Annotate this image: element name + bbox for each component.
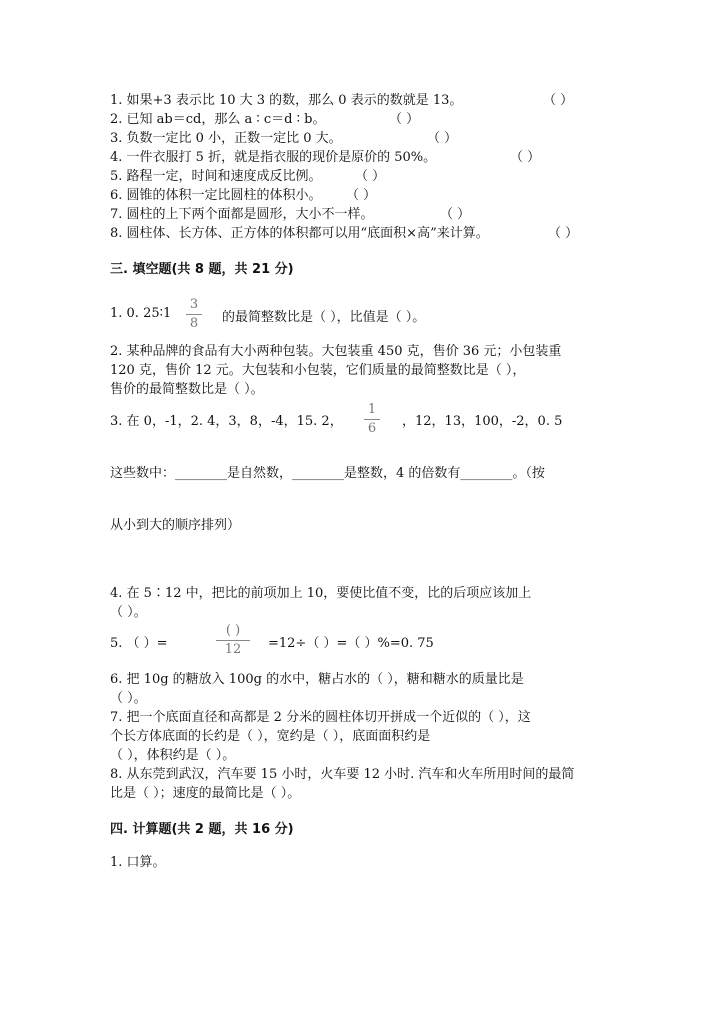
fill-q7-line1: 7. 把一个底面直径和高都是 2 分米的圆柱体切开拼成一个近似的（ ），这 — [110, 710, 531, 725]
fill-q1-fraction — [186, 297, 202, 332]
fill-q3-prefix: 3. 在 0，-1，2. 4，3，8，-4，15. 2， — [110, 414, 343, 429]
fill-q6-line2: （ ）。 — [110, 691, 147, 706]
section-3-title: 三. 填空题(共 8 题，共 21 分) — [110, 262, 294, 277]
fill-q3-line3: 从小到大的顺序排列） — [110, 518, 241, 533]
judge-item-2-answer[interactable]: （ ） — [389, 112, 420, 127]
fill-q4-line1: 4. 在 5∶12 中，把比的前项加上 10，要使比值不变，比的后项应该加上 — [110, 586, 532, 601]
judge-item-8-answer[interactable]: （ ） — [548, 226, 579, 241]
judge-item-3-answer[interactable]: （ ） — [427, 131, 458, 146]
fill-q7-line3: （ ），体积约是（ ）。 — [110, 748, 236, 763]
fill-q5-suffix: =12÷（ ）=（ ）%=0. 75 — [268, 636, 434, 651]
fill-q5-fraction — [216, 623, 250, 658]
fill-q3-line2: 这些数中：________是自然数，________是整数，4 的倍数有________。（按 — [110, 466, 545, 481]
judge-item-4-text: 4. 一件衣服打 5 折，就是指衣服的现价是原价的 50%。 — [110, 150, 437, 165]
fill-q1-prefix: 1. 0. 25∶1 — [110, 306, 172, 321]
fill-q2-line2: 120 克，售价 12 元。大包装和小包装，它们质量的最简整数比是（ ）， — [110, 363, 526, 378]
judge-item-6-text: 6. 圆锥的体积一定比圆柱的体积小。 — [110, 188, 322, 203]
fill-q8-line1: 8. 从东莞到武汉，汽车要 15 小时，火车要 12 小时. 汽车和火车所用时间的最简 — [110, 767, 575, 782]
judge-item-3-text: 3. 负数一定比 0 小，正数一定比 0 大。 — [110, 131, 342, 146]
fill-q5-fraction-numerator: ( ) — [225, 623, 241, 638]
fill-q1-suffix: 的最简整数比是（ ），比值是（ ）。 — [222, 310, 426, 325]
fill-q4-line2: （ ）。 — [110, 605, 147, 620]
fill-q3-suffix: ，12，13，100，-2，0. 5 — [402, 414, 563, 429]
fill-q3-fraction-numerator: 1 — [367, 402, 377, 417]
fill-q1-fraction-numerator: 3 — [189, 297, 199, 312]
fill-q2-line1: 2. 某种品牌的食品有大小两种包装。大包装重 450 克，售价 36 元；小包装重 — [110, 344, 562, 359]
fill-q6-line1: 6. 把 10g 的糖放入 100g 的水中，糖占水的（ ），糖和糖水的质量比是 — [110, 672, 524, 687]
fill-q1-fraction-denominator: 8 — [189, 316, 199, 331]
fill-q2-line3: 售价的最简整数比是（ ）。 — [110, 382, 264, 397]
judge-item-4-answer[interactable]: （ ） — [510, 150, 541, 165]
judge-item-8-text: 8. 圆柱体、长方体、正方体的体积都可以用“底面积×高”来计算。 — [110, 226, 489, 241]
fill-q7-line2: 个长方体底面的长约是（ ），宽约是（ ），底面面积约是 — [110, 729, 431, 744]
fill-q3-fraction — [364, 402, 380, 437]
judge-item-1-answer[interactable]: （ ） — [543, 93, 574, 108]
calc-q1: 1. 口算。 — [110, 855, 166, 870]
fill-q8-line2: 比是（ ）；速度的最简比是（ ）。 — [110, 786, 301, 801]
judge-item-7-text: 7. 圆柱的上下两个面都是圆形，大小不一样。 — [110, 207, 374, 222]
fill-q5-fraction-denominator: 12 — [224, 642, 242, 657]
judge-item-5-text: 5. 路程一定，时间和速度成反比例。 — [110, 169, 322, 184]
judge-item-5-answer[interactable]: （ ） — [355, 169, 386, 184]
judge-item-7-answer[interactable]: （ ） — [440, 207, 471, 222]
judge-item-6-answer[interactable]: （ ） — [346, 188, 377, 203]
section-4-title: 四. 计算题(共 2 题，共 16 分) — [110, 822, 294, 837]
judge-item-1-text: 1. 如果+3 表示比 10 大 3 的数，那么 0 表示的数就是 13。 — [110, 93, 463, 108]
fill-q3-fraction-denominator: 6 — [367, 421, 377, 436]
judge-item-2-text: 2. 已知 ab＝cd，那么 a ∶ c＝d ∶ b。 — [110, 112, 326, 127]
fill-q5-prefix: 5. （ ）= — [110, 636, 168, 651]
